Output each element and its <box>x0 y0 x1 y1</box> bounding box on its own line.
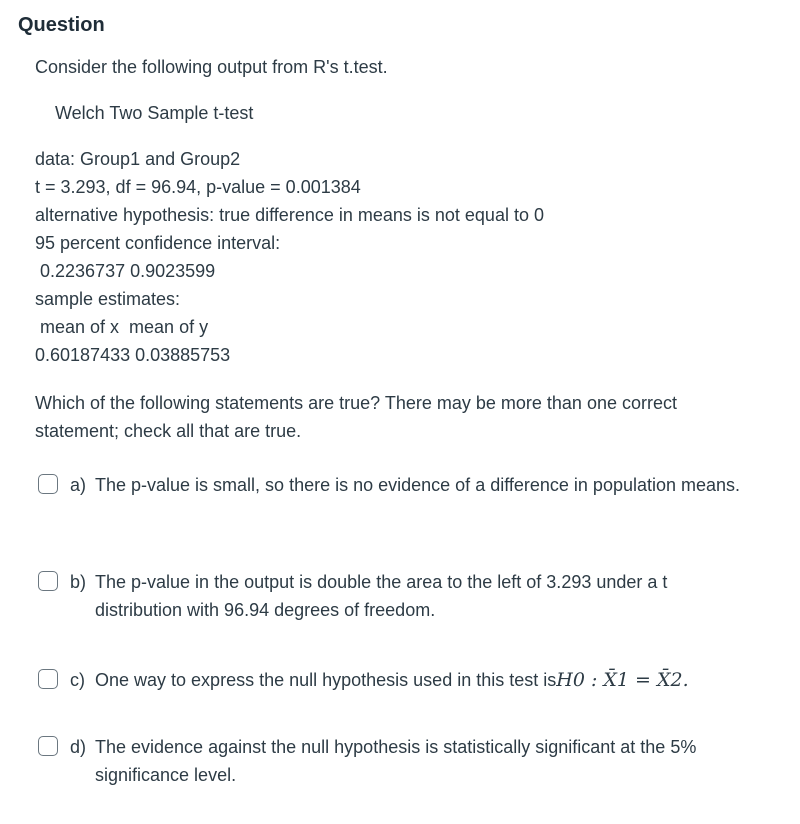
option-a-text: The p-value is small, so there is no evidence of a difference in population means. <box>95 475 741 495</box>
option-b-checkbox[interactable] <box>38 571 58 591</box>
option-c-checkbox[interactable] <box>38 669 58 689</box>
option-d-checkbox[interactable] <box>38 736 58 756</box>
option-c-letter: c) <box>70 670 85 690</box>
question-heading: Question <box>18 14 105 36</box>
output-ci-label: 95 percent confidence interval: <box>35 233 281 253</box>
question-prompt: Which of the following statements are true? There may be more than one correct statement; check all that are true. <box>35 393 677 441</box>
output-est-label: sample estimates: <box>35 289 181 309</box>
output-data-line: data: Group1 and Group2 <box>35 149 241 169</box>
null-hypothesis-formula: H0 : X̄1 = X̄2. <box>556 669 689 691</box>
option-b-text: The p-value in the output is double the area to the left of 3.293 under a t distribution with 96.94 degrees of freedom. <box>95 572 668 620</box>
option-a-letter: a) <box>70 475 87 495</box>
output-est-headers: mean of x mean of y <box>40 317 209 337</box>
option-c-text: One way to express the null hypothesis used in this test is <box>95 670 557 690</box>
option-d-letter: d) <box>70 737 87 757</box>
output-ci-values: 0.2236737 0.9023599 <box>40 261 216 281</box>
output-stats-line: t = 3.293, df = 96.94, p-value = 0.001384 <box>35 177 361 197</box>
option-d-text: The evidence against the null hypothesis is statistically significant at the 5% significance level. <box>95 737 697 785</box>
output-test-name: Welch Two Sample t-test <box>55 103 254 123</box>
option-b-letter: b) <box>70 572 87 592</box>
option-a-checkbox[interactable] <box>38 474 58 494</box>
output-alt-line: alternative hypothesis: true difference in means is not equal to 0 <box>35 205 544 225</box>
question-intro: Consider the following output from R's t.test. <box>35 57 388 77</box>
output-est-values: 0.60187433 0.03885753 <box>35 345 231 365</box>
option-c-content <box>95 666 755 694</box>
